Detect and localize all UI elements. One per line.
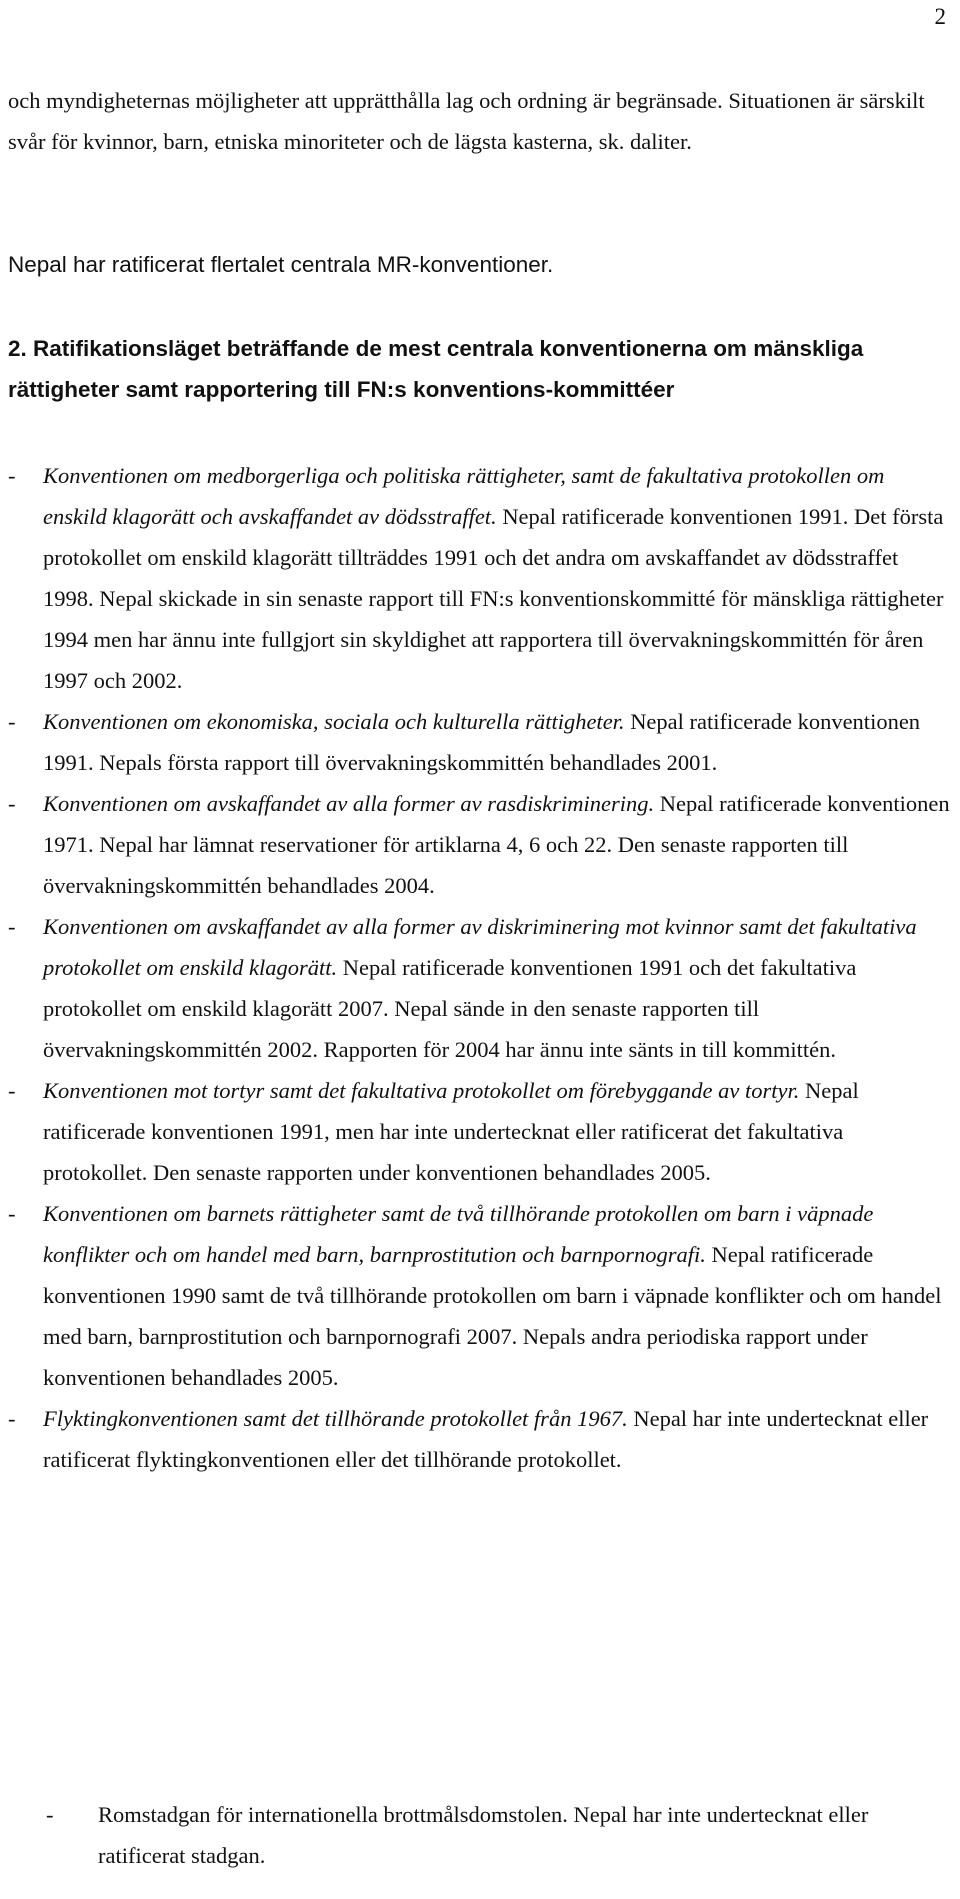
convention-text: Nepal ratificerade konventionen 1971. Nepal har lämnat reservationer för artiklarna 4, 6 och 22. Den senaste rapporten till övervakningskommittén behandlades 2004. <box>43 791 950 898</box>
convention-title: Flyktingkonventionen samt det tillhörande protokollet från 1967. <box>43 1406 628 1431</box>
list-dash: - <box>8 709 16 734</box>
rome-statute-text: Romstadgan för internationella brottmålsdomstolen. Nepal har inte undertecknat eller ratificerat stadgan. <box>98 1802 869 1868</box>
list-item <box>0 1193 950 1398</box>
list-item <box>0 1398 950 1480</box>
list-dash: - <box>8 914 16 939</box>
convention-title: Konventionen om avskaffandet av alla former av diskriminering mot kvinnor samt det fakultativa protokollet om enskild klagorätt. <box>43 914 917 980</box>
list-item <box>0 701 950 783</box>
convention-title: Konventionen om avskaffandet av alla former av rasdiskriminering. <box>43 791 655 816</box>
list-item <box>0 783 950 906</box>
list-item <box>0 1070 950 1193</box>
list-item <box>0 906 950 1070</box>
convention-title: Konventionen om barnets rättigheter samt de två tillhörande protokollen om barn i väpnade konflikter och om handel med barn, barnprostitution och barnpornografi. <box>43 1201 874 1267</box>
convention-text: Nepal ratificerade konventionen 1991. Det första protokollet om enskild klagorätt tillträddes 1991 och det andra om avskaffandet av dödsstraffet 1998. Nepal skickade in sin senaste rapport till FN:s konventionskommitté för mänskliga rättigheter 1994 men har ännu inte fullgjort sin skyldighet att rapportera till övervakningskommittén för åren 1997 och 2002. <box>43 504 944 693</box>
convention-text: Nepal har inte undertecknat eller ratificerat flyktingkonventionen eller det tillhörande protokollet. <box>43 1406 929 1472</box>
convention-title: Konventionen mot tortyr samt det fakultativa protokollet om förebyggande av tortyr. <box>43 1078 800 1103</box>
convention-text: Nepal ratificerade konventionen 1991. Nepals första rapport till övervakningskommittén behandlades 2001. <box>43 709 921 775</box>
list-item <box>0 455 950 701</box>
list-dash: - <box>8 463 16 488</box>
convention-title: Konventionen om medborgerliga och politiska rättigheter, samt de fakultativa protokollen om enskild klagorätt och avskaffandet av dödsstraffet. <box>43 463 885 529</box>
intro-paragraph: och myndigheternas möjligheter att upprätthålla lag och ordning är begränsade. Situationen är särskilt svår för kvinnor, barn, etniska minoriteter och de lägsta kasterna, sk. daliter. <box>8 88 925 154</box>
list-dash: - <box>8 1406 16 1431</box>
list-dash: - <box>8 1078 16 1103</box>
convention-text: Nepal ratificerade konventionen 1990 samt de två tillhörande protokollen om barn i väpnade konflikter och om handel med barn, barnprostitution och barnpornografi 2007. Nepals andra periodiska rapport under konventionen behandlades 2005. <box>43 1242 942 1390</box>
rome-statute-item <box>0 1794 950 1876</box>
convention-title: Konventionen om ekonomiska, sociala och kulturella rättigheter. <box>43 709 625 734</box>
section-heading: 2. Ratifikationsläget beträffande de mest centrala konventionerna om mänskliga rättigheter samt rapportering till FN:s konventions-kommittéer <box>8 336 864 402</box>
convention-list <box>0 455 950 1480</box>
page-number: 2 <box>934 4 946 29</box>
convention-text: Nepal ratificerade konventionen 1991 och det fakultativa protokollet om enskild klagorätt 2007. Nepal sände in den senaste rapporten till övervakningskommittén 2002. Rapporten för 2004 har ännu inte sänts in till kommittén. <box>43 955 857 1062</box>
list-dash: - <box>8 791 16 816</box>
convention-text: Nepal ratificerade konventionen 1991, men har inte undertecknat eller ratificerat det fakultativa protokollet. Den senaste rapporten under konventionen behandlades 2005. <box>43 1078 859 1185</box>
list-dash: - <box>46 1802 54 1827</box>
list-dash: - <box>8 1201 16 1226</box>
ratification-note: Nepal har ratificerat flertalet centrala MR-konventioner. <box>8 252 554 277</box>
